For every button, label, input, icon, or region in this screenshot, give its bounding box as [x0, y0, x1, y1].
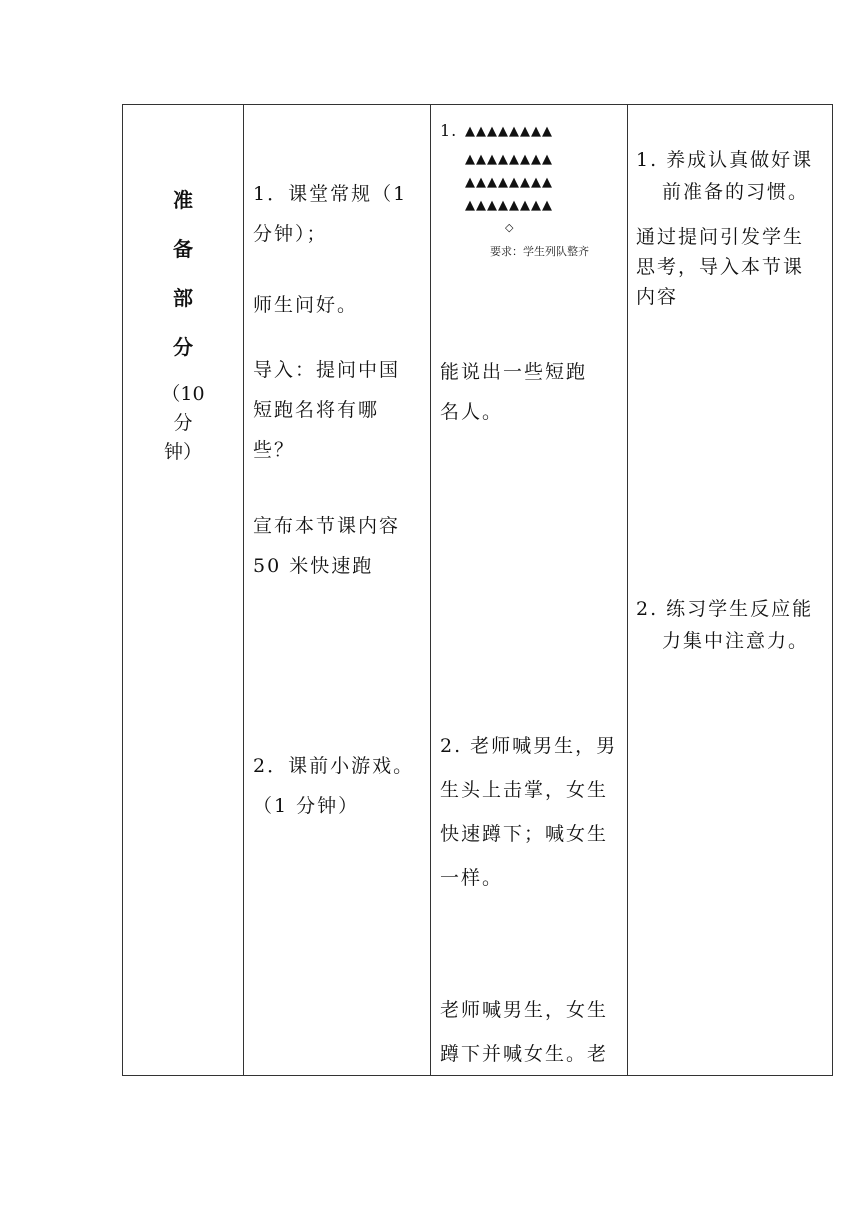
goal-line: 2. 练习学生反应能	[636, 598, 814, 620]
content-line: （1 分钟）	[253, 795, 360, 817]
section-title	[160, 176, 206, 372]
content-line: 短跑名将有哪	[253, 399, 380, 421]
formation-row: ▲▲▲▲▲▲▲▲	[465, 175, 553, 190]
goal-line: 通过提问引发学生	[636, 226, 805, 248]
duration-line: （10 分	[161, 383, 205, 434]
goal-line: 内容	[636, 286, 679, 308]
method-line: 老师喊男生，女生	[440, 999, 609, 1021]
goal-line: 1. 养成认真做好课	[636, 149, 814, 171]
table-border-col4	[627, 104, 628, 1076]
duration-line: 钟）	[163, 441, 202, 463]
method-answer	[440, 352, 587, 432]
section-title-char: 准	[173, 188, 193, 212]
content-item1	[253, 174, 407, 254]
content-line: 导入：提问中国	[253, 359, 401, 381]
method-line: 能说出一些短跑	[440, 361, 588, 383]
method-line: 一样。	[440, 867, 504, 889]
content-line: 2．课前小游戏。	[253, 755, 415, 777]
formation-prefix: 1.	[440, 121, 458, 140]
content-line: 宣布本节课内容	[253, 515, 401, 537]
goal1	[636, 144, 813, 208]
method-line: 快速蹲下；喊女生	[440, 823, 609, 845]
table-border-col3	[430, 104, 431, 1076]
formation-row: ▲▲▲▲▲▲▲▲	[465, 198, 553, 213]
content-line: 1．课堂常规（1	[253, 183, 408, 205]
section-duration	[150, 380, 216, 467]
content-intro	[253, 350, 400, 470]
content-item2	[253, 746, 414, 826]
formation-row: ▲▲▲▲▲▲▲▲	[465, 152, 553, 167]
section-title-char: 备	[173, 237, 193, 261]
goal1b	[636, 222, 804, 312]
content-line: 些？	[253, 439, 296, 461]
method-line: 名人。	[440, 401, 504, 423]
formation-row: ▲▲▲▲▲▲▲▲	[465, 124, 553, 139]
table-border-right	[832, 104, 833, 1076]
content-line: 50 米快速跑	[253, 555, 374, 577]
content-announce	[253, 506, 400, 586]
content-line: 师生问好。	[253, 294, 359, 316]
formation-requirement: 要求：学生列队整齐	[490, 245, 589, 258]
goal-line: 前准备的习惯。	[662, 181, 810, 203]
method-line: 2. 老师喊男生，男	[440, 735, 618, 757]
section-title-char: 分	[173, 335, 193, 359]
goal2	[636, 593, 813, 657]
table-border-left	[122, 104, 123, 1076]
table-top-border	[122, 104, 833, 105]
method-line: 蹲下并喊女生。老	[440, 1043, 609, 1065]
goal-line: 思考，导入本节课	[636, 256, 805, 278]
content-line: 分钟）；	[253, 223, 328, 245]
method-game1	[440, 724, 617, 900]
goal-line: 力集中注意力。	[662, 630, 810, 652]
content-greeting	[253, 285, 358, 325]
method-line: 生头上击掌，女生	[440, 779, 609, 801]
method-game2	[440, 988, 608, 1076]
table-border-col2	[243, 104, 244, 1076]
section-title-char: 部	[173, 286, 193, 310]
teacher-position-icon: ◇	[505, 221, 514, 234]
